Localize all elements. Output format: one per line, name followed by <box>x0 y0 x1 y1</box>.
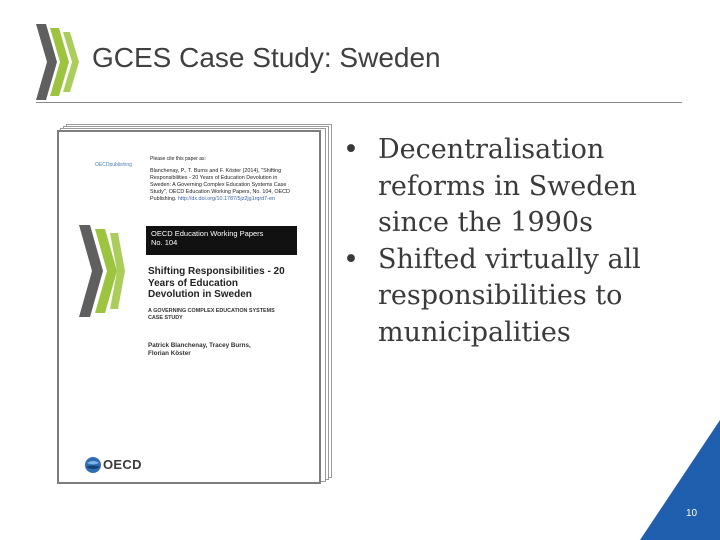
cover-authors <box>148 342 308 358</box>
bullet-marker: • <box>343 134 359 165</box>
title-divider <box>36 102 682 103</box>
bullet-item <box>336 242 706 352</box>
cover-chevron-icon <box>79 225 125 317</box>
cover-cite-heading: Please cite this paper as: <box>150 156 206 162</box>
cover-series-line: No. 104 <box>151 238 178 247</box>
cover-series-line: OECD Education Working Papers <box>151 229 264 238</box>
cover-citation-text: Blanchenay, P., T. Burns and F. Köster (2014), "Shifting Responsibilities - 20 Years of Education Devolution in Sweden: A Governing Complex Education Systems Case Study", OECD Education Working Papers, No. 104, OECD Publishing. <box>150 168 290 202</box>
slide-title: GCES Case Study: Sweden <box>92 42 441 73</box>
cover-subtitle-line: CASE STUDY <box>148 315 183 321</box>
bullet-marker: • <box>343 243 359 275</box>
cover-title <box>148 266 308 301</box>
bullet-line: responsibilities to <box>378 280 623 311</box>
bullet-list <box>336 132 706 351</box>
cover-title-line: Shifting Responsibilities - 20 <box>148 266 285 277</box>
cover-publisher-name: OECD <box>103 457 142 472</box>
report-cover-image <box>57 130 321 484</box>
page-number: 10 <box>686 508 698 519</box>
oecd-globe-icon <box>84 456 102 474</box>
cover-subtitle <box>148 308 308 322</box>
bullet-line: Shifted virtually all <box>378 243 641 275</box>
oecd-chevron-logo-icon <box>36 24 80 100</box>
cover-author-line: Florian Köster <box>148 350 191 357</box>
cover-author-line: Patrick Blanchenay, Tracey Burns, <box>148 342 251 349</box>
cover-citation <box>150 168 296 203</box>
cover-title-line: Years of Education <box>148 277 239 289</box>
cover-series-band <box>146 226 297 255</box>
bullet-item <box>336 132 706 242</box>
bullet-line: municipalities <box>378 316 571 348</box>
corner-accent <box>640 420 720 540</box>
cover-title-line: Devolution in Sweden <box>148 289 252 300</box>
bullet-line: reforms in Sweden <box>378 170 637 202</box>
bullet-line: Decentralisation <box>378 134 605 165</box>
cover-subtitle-line: A GOVERNING COMPLEX EDUCATION SYSTEMS <box>148 308 275 314</box>
bullet-line: since the 1990s <box>378 207 593 238</box>
cover-brand: OECDpublishing <box>95 162 132 168</box>
cover-citation-url: http://dx.doi.org/10.1787/5jz2jg1rqrd7-en <box>177 196 275 202</box>
